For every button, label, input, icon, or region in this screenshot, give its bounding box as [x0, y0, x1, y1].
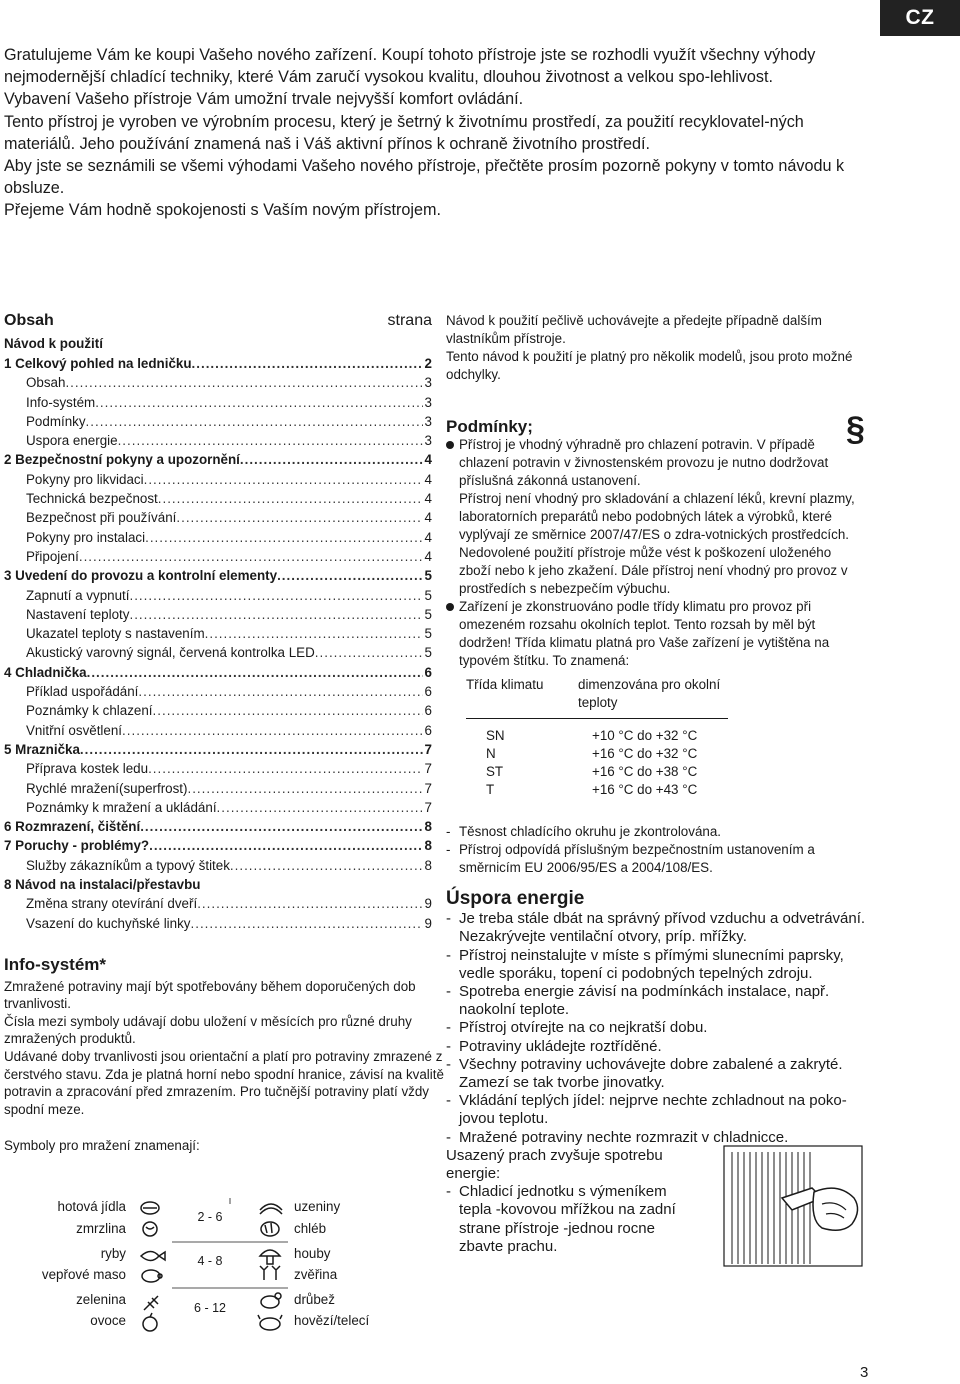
note-item [446, 841, 866, 877]
table-row [466, 763, 728, 781]
toc-leader [191, 914, 423, 933]
table-row [466, 781, 728, 799]
toc-entry-title: Bezpečnost při používání [26, 510, 177, 526]
section-mark-icon: § [846, 410, 865, 448]
toc-entry [4, 528, 432, 547]
toc-entry-title: Uspora energie [26, 433, 118, 449]
toc-entry-title: Rychlé mražení(superfrost) [26, 780, 188, 796]
sausage-icon [260, 1204, 282, 1214]
legend-right-label: hovězí/telecí [294, 1313, 370, 1328]
toc-entry [4, 586, 432, 605]
table-header: dimenzována pro okolní teploty [578, 677, 721, 710]
toc-entry-page: 4 [424, 529, 432, 545]
toc-entry [4, 605, 432, 624]
intro-text [4, 44, 854, 222]
toc-header [4, 312, 432, 334]
toc-entry-title: Obsah [26, 375, 66, 391]
mushroom-icon [260, 1250, 280, 1264]
toc-entry-title: Připojení [26, 548, 79, 564]
intro-paragraph: Tento přístroj je vyroben ve výrobním procesu, který je šetrný k životnímu prostředí, za použití recyklovatel-ných materiálů. Jeho používání znamená naš i Váš aktivní přínos k ochraně životního prostředí. [4, 112, 804, 153]
toc-rows [4, 354, 432, 933]
toc-entry-page: 8 [424, 857, 432, 873]
toc-entry-page: 4 [424, 491, 432, 507]
vegetable-icon [144, 1296, 158, 1310]
toc-entry [4, 412, 432, 431]
toc-entry [4, 489, 432, 508]
toc-entry-title: Zapnutí a vypnutí [26, 587, 130, 603]
toc-leader [192, 354, 423, 373]
conditions-title: Podmínky; [446, 417, 533, 436]
toc-entry-title: Vnitřní osvětlení [26, 722, 123, 738]
legend-left-label: zmrzlina [76, 1221, 126, 1236]
table-cell: ST [486, 764, 504, 779]
freezing-symbols-legend [20, 1196, 400, 1336]
energy-list [446, 910, 872, 1147]
energy-title: Úspora energie [446, 888, 585, 909]
toc-entry-title: 4 Chladnička [4, 664, 87, 680]
energy-tip: - Přístroj otvírejte na co nejkratší dobu. [446, 1019, 872, 1037]
note-item [446, 823, 866, 841]
toc-leader [158, 489, 423, 508]
toc-leader [144, 470, 423, 489]
toc-entry-page: 3 [424, 375, 432, 391]
symbols-title: Symboly pro mražení znamenají: [4, 1138, 200, 1153]
toc-leader [217, 798, 423, 817]
toc-leader [79, 547, 423, 566]
toc-entry-title: Vsazení do kuchyňské linky [26, 915, 191, 931]
toc-leader [148, 759, 422, 778]
toc-entry [4, 759, 432, 778]
condition-item [446, 436, 866, 598]
table-cell: +16 °C do +32 °C [592, 746, 698, 761]
legend-left-label: zelenina [76, 1292, 126, 1307]
toc-entry-title: Pokyny pro instalaci [26, 529, 146, 545]
energy-tip: - Potraviny ukládejte roztříděné. [446, 1038, 872, 1056]
page-number: 3 [860, 1364, 869, 1381]
toc-entry [4, 701, 432, 720]
condition-text: Přístroj je vhodný výhradně pro chlazení potravin. V případě chlazení potravin v živnostenském provozu je nutno dodržovat příslušná zákonná ustanovení. [459, 437, 829, 488]
toc-entry-page: 4 [424, 471, 432, 487]
storage-months: 6 - 12 [194, 1301, 226, 1315]
pig-icon [142, 1270, 162, 1282]
info-system-section [4, 956, 444, 1118]
info-paragraph: Udávané doby trvanlivosti jsou orientační a platí pro potraviny zmrazené z čerstvého stavu. Zda je platná horní nebo spodní hranice, závisí na kvalitě potravin a zpracování před zmrazením. Pro tučnější potraviny platí vždy spodní meze. [4, 1048, 444, 1117]
toc-leader [315, 643, 423, 662]
toc-entry-page: 9 [424, 896, 432, 912]
hand-icon [813, 1188, 858, 1230]
toc-entry-page: 8 [424, 819, 432, 835]
toc-entry-title: 5 Mraznička [4, 741, 80, 757]
toc-entry-page: 7 [424, 741, 432, 757]
storage-months: 2 - 6 [197, 1210, 223, 1224]
toc-leader [153, 701, 423, 720]
toc-entry [4, 431, 432, 450]
toc-leader [205, 624, 423, 643]
venison-icon [260, 1266, 280, 1280]
condition-item [446, 598, 866, 670]
toc-leader [138, 682, 422, 701]
toc-leader [197, 894, 422, 913]
toc-entry-title: 1 Celkový pohled na ledničku [4, 356, 192, 371]
toc-entry-page: 5 [424, 645, 432, 661]
storage-months: 4 - 8 [197, 1254, 223, 1268]
toc-entry-title: Změna strany otevírání dveří [26, 896, 198, 912]
toc-entry [4, 566, 432, 585]
ice-cream-icon [143, 1222, 157, 1236]
bread-icon [261, 1222, 279, 1236]
toc-leader [277, 566, 422, 585]
poultry-icon [261, 1293, 281, 1308]
dust-note: Usazený prach zvyšuje spotrebu energie: [446, 1146, 663, 1183]
table-cell: +16 °C do +38 °C [592, 764, 698, 779]
language-badge: CZ [880, 0, 960, 36]
note-text: - Těsnost chladícího okruhu je zkontrolována. [459, 824, 722, 839]
toc-entry-title: Podmínky [26, 413, 86, 429]
toc-entry-page: 4 [424, 452, 432, 468]
table-of-contents [4, 312, 432, 933]
toc-leader [118, 431, 423, 450]
toc-leader [240, 450, 423, 469]
toc-entry-title: Služby zákazníkům a typový štitek [26, 857, 230, 873]
condition-text: Přístroj není vhodný pro skladování a chlazení léků, krevní plazmy, laboratorních preparátů nebo podobných látek a výrobků, které vyplývají ze směrnice 2007/47/ES o zdra-votnických prostředcích. Nedovolené použití přístroje může vést k poškození uloženého zboží nebo k jeho zkažení. Dále přístroj není vhodný pro provoz v prostředích s nebezpečím výbuchu. [459, 491, 855, 596]
toc-entry-page: 7 [424, 780, 432, 796]
toc-entry [4, 894, 432, 913]
toc-entry-page: 8 [424, 838, 432, 854]
toc-entry-page: 7 [424, 799, 432, 815]
energy-tip: - Je treba stále dbát na správný přívod vzduchu a odvetrávání. Nezakrývejte ventilační otvory, príp. mřížky. [446, 910, 872, 946]
intro-paragraph: Vybavení Vašeho přístroje Vám umožní trvale nejvyšší komfort ovládání. [4, 90, 524, 109]
dust-item [446, 1183, 699, 1256]
toc-entry-title: 3 Uvedení do provozu a kontrolní elementy [4, 568, 278, 584]
toc-entry [4, 817, 432, 836]
toc-entry-title: Nastavení teploty [26, 606, 130, 622]
toc-leader [65, 373, 422, 392]
toc-entry-page: 3 [424, 394, 432, 410]
toc-entry-title: Příklad uspořádání [26, 684, 139, 700]
beef-icon [258, 1315, 282, 1330]
toc-entry [4, 856, 432, 875]
note-text: - Přístroj odpovídá příslušným bezpečnostním ustanovením a směrnicím EU 2006/95/ES a 2004/108/ES. [459, 842, 815, 875]
toc-entry-page: 4 [424, 510, 432, 526]
energy-tip: - Spotreba energie závisí na podmínkách instalace, např. naokolní teplote. [446, 983, 872, 1019]
legend-right-label: houby [294, 1246, 331, 1261]
toc-leader [95, 393, 422, 412]
toc-entry-title: 6 Rozmrazení, čištění [4, 819, 141, 835]
legend-left-label: hotová jídla [57, 1199, 126, 1214]
food-icons-left [138, 1198, 168, 1334]
toc-entry [4, 914, 432, 933]
toc-entry-title: Ukazatel teploty s nastavením [26, 626, 205, 642]
toc-entry [4, 682, 432, 701]
toc-entry-page: 6 [424, 664, 432, 680]
info-system-title: Info-systém* [4, 955, 107, 974]
toc-leader [87, 663, 423, 682]
toc-entry [4, 643, 432, 662]
climate-class-table [466, 676, 728, 799]
toc-leader [140, 817, 422, 836]
table-row [466, 727, 728, 745]
toc-entry [4, 779, 432, 798]
toc-leader [80, 740, 423, 759]
toc-entry-page: 2 [424, 356, 432, 371]
toc-entry [4, 798, 432, 817]
legend-right-label: zvěřina [294, 1267, 338, 1282]
legend-left-label: vepřové maso [41, 1267, 126, 1282]
energy-tip: - Všechny potraviny uchovávejte dobre zabalené a zakryté. Zamezí se tak tvorbe jinovatky. [446, 1056, 872, 1092]
toc-entry-title: Info-systém [26, 394, 96, 410]
toc-entry-title: 7 Poruchy - problémy? [4, 838, 150, 854]
toc-entry-page: 6 [424, 722, 432, 738]
table-cell: +16 °C do +43 °C [592, 782, 698, 797]
toc-entry-page: 4 [424, 548, 432, 564]
toc-entry-title: Poznámky k chlazení [26, 703, 153, 719]
toc-page-label: strana [387, 312, 432, 329]
toc-entry-title: 8 Návod na instalaci/přestavbu [4, 877, 201, 893]
toc-entry [4, 721, 432, 740]
info-paragraph: Čísla mezi symboly udávají dobu uložení v měsících pro různé druhy zmražených produktů. [4, 1013, 412, 1047]
legend-right-label: chléb [294, 1221, 327, 1236]
ready-meal-icon [141, 1202, 159, 1214]
toc-entry-title: Pokyny pro likvidaci [26, 471, 144, 487]
toc-leader [187, 779, 422, 798]
legend-left-label: ryby [100, 1246, 126, 1261]
legend-right-label: uzeniny [294, 1199, 341, 1214]
intro-paragraph: Gratulujeme Vám ke koupi Vašeho nového zařízení. Koupí tohoto přístroje jste se rozhodli využít všechny výhody nejmodernější chladící techniky, které Vám zaručí vysokou kvalitu, dlouhou životnost a velkou spo-lehlivost. [4, 46, 816, 87]
toc-entry [4, 740, 432, 759]
intro-paragraph: Aby jste se seznámili se všemi výhodami Vašeho nového přístroje, přečtěte prosím pozorně pokyny v tomto návodu k obsluze. [4, 157, 845, 198]
toc-leader [129, 586, 422, 605]
energy-tip: - Mražené potraviny nechte rozmrazit v chladnicce. [446, 1129, 872, 1147]
toc-entry-page: 3 [424, 413, 432, 429]
toc-entry [4, 393, 432, 412]
toc-entry-page: 5 [424, 587, 432, 603]
toc-entry [4, 373, 432, 392]
toc-entry-title: Poznámky k mražení a ukládání [26, 799, 217, 815]
toc-entry-page: 5 [424, 568, 432, 584]
info-paragraph: Zmražené potraviny mají být spotřebovány během doporučených dob trvanlivosti. [4, 978, 416, 1012]
toc-title: Obsah [4, 312, 54, 329]
toc-entry-page: 7 [424, 761, 432, 777]
table-cell: +10 °C do +32 °C [592, 728, 698, 743]
fish-icon [141, 1252, 165, 1261]
toc-leader [86, 412, 423, 431]
toc-leader [149, 836, 422, 855]
right-column [446, 312, 866, 877]
toc-entry [4, 450, 432, 469]
toc-leader [176, 508, 422, 527]
toc-leader [230, 856, 423, 875]
toc-entry [4, 875, 432, 894]
toc-leader [129, 605, 422, 624]
usage-note: Tento návod k použití je platný pro několik modelů, jsou proto možné odchylky. [446, 349, 853, 382]
toc-entry-page: 6 [424, 684, 432, 700]
dust-text: Chladicí jednotku s výmeníkem tepla -kovovou mřížkou na zadní strane přístroje -jednou rocne zbavte prachu. [459, 1183, 676, 1255]
toc-entry-title: Akustický varovný signál, červená kontrolka LED [26, 645, 315, 661]
usage-note: Návod k použití pečlivě uchovávejte a předejte případně dalším vlastníkům přístroje. [446, 313, 822, 346]
cleaning-illustration [722, 1138, 864, 1268]
energy-tip: - Přístroj neinstalujte v míste s přímými slunecními paprsky, vedle sporáku, topení ci podobných tepelných zdroju. [446, 947, 872, 983]
toc-entry-page: 5 [424, 626, 432, 642]
toc-entry [4, 836, 432, 855]
toc-entry-title: Technická bezpečnost [26, 491, 158, 507]
energy-tip: - Vkládání teplých jídel: nejprve nechte zchladnout na poko-jovou teplotu. [446, 1092, 872, 1128]
toc-entry [4, 354, 432, 373]
fruit-icon [143, 1313, 157, 1331]
toc-entry [4, 508, 432, 527]
toc-leader [122, 721, 423, 740]
food-icons-right [256, 1198, 286, 1334]
toc-entry-page: 5 [424, 606, 432, 622]
table-cell: N [486, 746, 496, 761]
toc-entry-page: 9 [424, 915, 432, 931]
legend-left-label: ovoce [90, 1313, 126, 1328]
toc-leader [145, 528, 422, 547]
toc-entry-title: Příprava kostek ledu [26, 761, 149, 777]
toc-entry [4, 624, 432, 643]
toc-entry [4, 470, 432, 489]
legend-right-label: drůbež [294, 1292, 335, 1307]
condition-text: Zařízení je zkonstruováno podle třídy klimatu pro provoz při omezeném rozsahu okolních teplot. Tento rozsah by měl být dodržen! Třída klimatu platná pro Vaše zařízení je vytištěna na typovém štítku. To znamená: [459, 599, 830, 668]
toc-entry [4, 663, 432, 682]
table-header: Třída klimatu [466, 677, 544, 692]
toc-entry [4, 547, 432, 566]
toc-subtitle: Návod k použití [4, 336, 103, 351]
table-cell: T [486, 782, 495, 797]
intro-paragraph: Přejeme Vám hodně spokojenosti s Vaším novým přístrojem. [4, 201, 441, 220]
toc-entry-title: 2 Bezpečnostní pokyny a upozornění [4, 452, 240, 468]
toc-entry-page: 6 [424, 703, 432, 719]
table-row [466, 745, 728, 763]
table-cell: SN [486, 728, 505, 743]
toc-entry-page: 3 [424, 433, 432, 449]
